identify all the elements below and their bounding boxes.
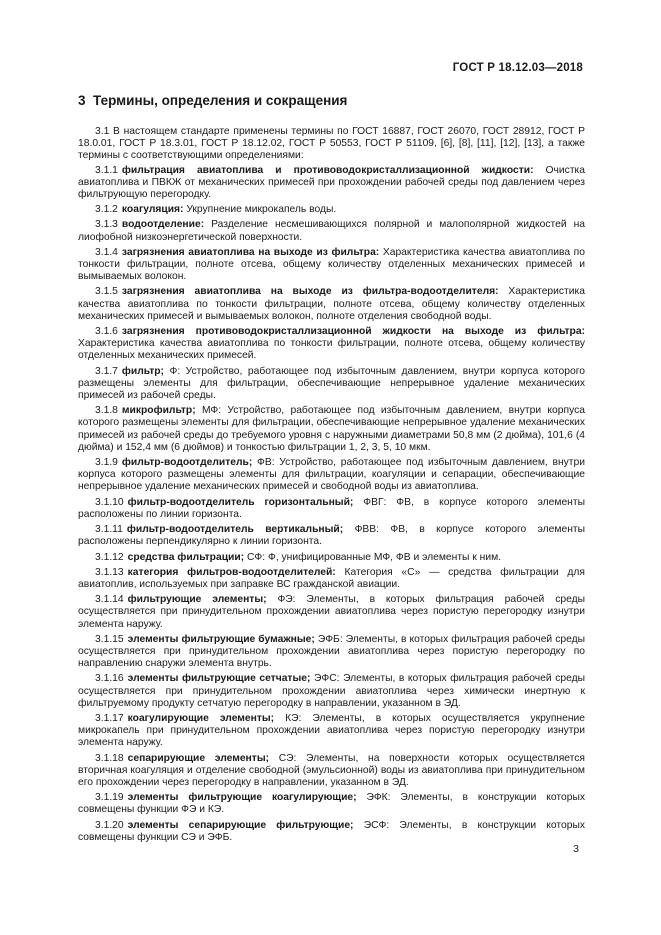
term-number: 3.1.11 (95, 524, 123, 536)
term-paragraph (78, 247, 585, 284)
term-definition: ФЭ: Элементы, в которых фильтрация рабочей среды осуществляется при принудительном прохождении авиатоплива через пористую перегородку изнутри элемента наружу. (78, 594, 585, 630)
term-paragraph (78, 204, 585, 216)
term-name: фильтр; (121, 365, 164, 377)
document-code: ГОСТ Р 18.12.03—2018 (452, 62, 583, 74)
term-definition: ФВВ: ФВ, в корпусе которого элементы расположены перпендикулярно к линии горизонта. (78, 524, 585, 548)
term-paragraph (78, 457, 585, 494)
term-name: элементы сепарирующие фильтрующие; (127, 819, 354, 831)
term-name: загрязнения авиатоплива на выходе из фильтра-водоотделителя: (121, 286, 499, 298)
term-paragraph (78, 497, 585, 521)
term-number: 3.1.6 (95, 326, 118, 338)
term-name: коагуляция: (121, 204, 184, 216)
term-definition: КЭ: Элементы, в которых осуществляется укрупнение микрокапель при принудительном прохождении авиатоплива через пористую перегородку изнутри элемента наружу. (78, 712, 585, 749)
term-paragraph (78, 634, 585, 671)
term-definition: Характеристика качества авиатоплива по тонкости фильтрации, полноте отсева, общему количеству отделенных механических примесей и вымываемых волокон. (78, 246, 585, 283)
term-definition: Категория «С» — средства фильтрации для авиатоплив, используемых при заправке ВС гражданской авиации. (78, 566, 585, 590)
term-name: фильтрующие элементы; (127, 594, 267, 606)
term-number: 3.1.2 (95, 204, 118, 216)
term-name: коагулирующие элементы; (127, 712, 275, 724)
term-number: 3.1.17 (95, 712, 124, 724)
term-name: фильтрация авиатоплива и противоводокристаллизационной жидкости: (121, 164, 534, 176)
term-name: фильтр-водоотделитель горизонтальный; (127, 496, 354, 508)
term-paragraph (78, 219, 585, 243)
term-paragraph (78, 673, 585, 710)
term-name: категория фильтров-водоотделителей: (127, 566, 336, 578)
term-paragraph (78, 713, 585, 750)
term-number: 3.1.10 (95, 496, 124, 508)
section-heading (78, 93, 347, 108)
term-name: фильтр-водоотделитель вертикальный; (126, 524, 344, 536)
term-name: элементы фильтрующие бумажные; (127, 633, 315, 645)
page-number: 3 (573, 843, 579, 855)
term-number: 3.1.9 (95, 457, 118, 469)
term-definition: ЭФК: Элементы, в конструкции которых совмещены функции ФЭ и КЭ. (78, 792, 585, 816)
term-number: 3.1.13 (95, 566, 124, 578)
term-number: 3.1.5 (95, 286, 118, 298)
section-title: Термины, определения и сокращения (93, 93, 348, 108)
term-paragraph (78, 286, 585, 323)
term-number: 3.1.7 (95, 365, 118, 377)
term-number: 3.1.8 (95, 405, 118, 417)
term-name: водоотделение: (121, 219, 205, 231)
term-paragraph (78, 594, 585, 631)
term-number: 3.1.3 (95, 219, 118, 231)
term-paragraph (78, 552, 585, 564)
term-definition: Характеристика качества авиатоплива по тонкости фильтрации, полноте отсева, общему количеству отделенных механических примесей и вымываемых волокон, полноте отделения свободной воды. (78, 286, 585, 322)
term-number: 3.1.1 (95, 164, 118, 176)
term-definition: ЭСФ: Элементы, в конструкции которых совмещены функции СЭ и ЭФБ. (78, 819, 585, 843)
term-definition: СЭ: Элементы, на поверхности которых осуществляется вторичная коагуляция и отделение свободной (эмульсионной) воды из авиатоплива при принудительном его прохождении через перегородку в направлении, указанном в ЭД. (78, 752, 585, 788)
term-paragraph (78, 753, 585, 790)
term-name: загрязнения противоводокристаллизационной жидкости на выходе из фильтра: (121, 326, 585, 338)
term-number: 3.1.20 (95, 819, 124, 831)
term-definition: Разделение несмешивающихся полярной и малополярной жидкостей на лиофобной низкоэнергетической поверхности. (78, 219, 585, 243)
term-name: элементы фильтрующие коагулирующие; (127, 792, 357, 804)
intro-paragraph: 3.1 В настоящем стандарте применены термины по ГОСТ 16887, ГОСТ 26070, ГОСТ 28912, ГОСТ Р 18.0.01, ГОСТ Р 18.3.01, ГОСТ Р 18.12.02, ГОСТ Р 50553, ГОСТ Р 51109, [6], [8], [11], [12], [13], а также термины с соответствующими определениями: (78, 126, 585, 162)
section-number: 3 (78, 93, 86, 108)
term-number: 3.1.18 (95, 752, 124, 764)
term-paragraph (78, 326, 585, 363)
term-definition: Очистка авиатоплива и ПВКЖ от механических примесей при прохождении рабочей среды под давлением через фильтрующую перегородку. (78, 164, 585, 201)
term-number: 3.1.4 (95, 246, 118, 258)
term-paragraph (78, 792, 585, 816)
term-definition: СФ: Ф, унифицированные МФ, ФВ и элементы к ним. (247, 551, 502, 563)
term-name: фильтр-водоотделитель; (121, 457, 253, 469)
term-paragraph (78, 366, 585, 403)
term-definition: ЭФБ: Элементы, в которых фильтрация рабочей среды осуществляется при принудительном прохождении авиатоплива через пористую перегородку по направлению снаружи элемента внутрь. (78, 633, 585, 670)
term-name: средства фильтрации; (127, 551, 245, 563)
term-paragraph (78, 524, 585, 548)
term-definition: Укрупнение микрокапель воды. (186, 204, 337, 216)
term-definition: ФВГ: ФВ, в корпусе которого элементы расположены по линии горизонта. (78, 496, 585, 520)
term-number: 3.1.14 (95, 594, 124, 606)
term-paragraph (78, 820, 585, 844)
term-number: 3.1.19 (95, 792, 124, 804)
term-definition: Ф: Устройство, работающее под избыточным давлением, внутри корпуса которого размещены элементы для фильтрации, обеспечивающие непрерывное удаление механических примесей из рабочей среды. (78, 365, 585, 402)
term-paragraph (78, 567, 585, 591)
term-name: загрязнения авиатоплива на выходе из фильтра: (121, 246, 380, 258)
section-body (78, 126, 585, 847)
term-definition: МФ: Устройство, работающее под избыточным давлением, внутри корпуса которого размещены элементы для фильтрации, обеспечивающие непрерывное удаление механических примесей из рабочей среды до требуемого уровня с наружными диаметрами 50,8 мм (2 дюйма), 101,6 (4 дюйма) и 152,4 мм (6 дюймов) и тонкостью фильтрации 1, 2, 3, 5, 10 мкм. (78, 405, 585, 453)
term-definition: ЭФС: Элементы, в которых фильтрация рабочей среды осуществляется при принудительном прохождении авиатоплива через химически инертную к фильтруемому продукту сетчатую перегородку в направлении, указанном в ЭД. (78, 673, 585, 709)
term-number: 3.1.15 (95, 633, 124, 645)
term-number: 3.1.16 (95, 673, 124, 685)
term-name: сепарирующие элементы; (127, 752, 270, 764)
term-definition: ФВ: Устройство, работающее под избыточным давлением, внутри корпуса которого размещены элементы для фильтрации, коагуляции и сепарации, обеспечивающие непрерывное удаление механических примесей и свободной воды из авиатоплива. (78, 457, 585, 493)
term-name: микрофильтр; (121, 405, 196, 417)
term-paragraph (78, 405, 585, 454)
term-name: элементы фильтрующие сетчатые; (127, 673, 311, 685)
term-definition: Характеристика качества авиатоплива по тонкости фильтрации, полноте отсева, общему количеству отделенных механических примесей. (78, 338, 585, 362)
term-paragraph (78, 165, 585, 202)
term-number: 3.1.12 (95, 551, 124, 563)
